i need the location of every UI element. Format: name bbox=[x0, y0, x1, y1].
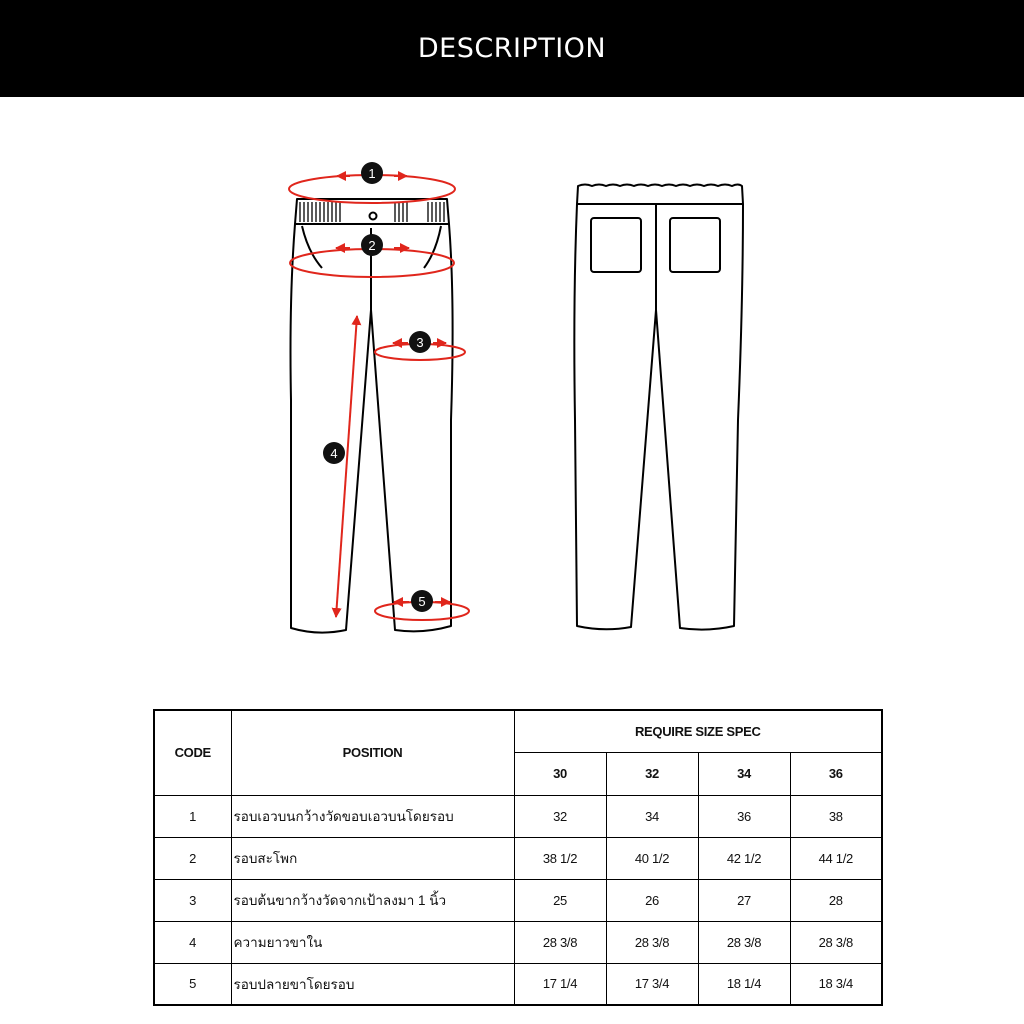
svg-text:5: 5 bbox=[418, 594, 426, 609]
row-value: 32 bbox=[514, 795, 606, 837]
row-value: 18 1/4 bbox=[698, 963, 790, 1005]
row-value: 28 3/8 bbox=[514, 921, 606, 963]
row-position: รอบปลายขาโดยรอบ bbox=[231, 963, 514, 1005]
svg-text:3: 3 bbox=[416, 335, 424, 350]
pants-diagram bbox=[0, 97, 1024, 697]
table-row bbox=[154, 879, 882, 921]
row-value: 36 bbox=[698, 795, 790, 837]
row-position: รอบเอวบนกว้างวัดขอบเอวบนโดยรอบ bbox=[231, 795, 514, 837]
table-row bbox=[154, 963, 882, 1005]
row-code: 5 bbox=[154, 963, 231, 1005]
marker-5 bbox=[411, 590, 433, 612]
row-value: 44 1/2 bbox=[790, 837, 882, 879]
marker-3 bbox=[409, 331, 431, 353]
front-pants-drawing bbox=[291, 199, 453, 633]
table-row bbox=[154, 921, 882, 963]
position-header: POSITION bbox=[231, 710, 514, 795]
size-spec-table bbox=[153, 709, 883, 1006]
marker-1 bbox=[361, 162, 383, 184]
row-code: 1 bbox=[154, 795, 231, 837]
row-value: 18 3/4 bbox=[790, 963, 882, 1005]
row-value: 28 bbox=[790, 879, 882, 921]
size-header: 32 bbox=[606, 752, 698, 795]
row-code: 3 bbox=[154, 879, 231, 921]
row-value: 28 3/8 bbox=[606, 921, 698, 963]
page-title: DESCRIPTION bbox=[417, 33, 607, 64]
row-value: 27 bbox=[698, 879, 790, 921]
row-value: 25 bbox=[514, 879, 606, 921]
row-value: 38 bbox=[790, 795, 882, 837]
row-position: ความยาวขาใน bbox=[231, 921, 514, 963]
row-position: รอบต้นขากว้างวัดจากเป้าลงมา 1 นิ้ว bbox=[231, 879, 514, 921]
svg-text:1: 1 bbox=[368, 166, 376, 181]
row-position: รอบสะโพก bbox=[231, 837, 514, 879]
row-value: 38 1/2 bbox=[514, 837, 606, 879]
row-value: 34 bbox=[606, 795, 698, 837]
row-value: 28 3/8 bbox=[698, 921, 790, 963]
row-value: 17 3/4 bbox=[606, 963, 698, 1005]
row-value: 26 bbox=[606, 879, 698, 921]
back-pants-drawing bbox=[574, 185, 743, 630]
svg-text:4: 4 bbox=[330, 446, 338, 461]
size-header: 34 bbox=[698, 752, 790, 795]
row-code: 4 bbox=[154, 921, 231, 963]
row-value: 17 1/4 bbox=[514, 963, 606, 1005]
marker-2 bbox=[361, 234, 383, 256]
row-value: 42 1/2 bbox=[698, 837, 790, 879]
row-value: 28 3/8 bbox=[790, 921, 882, 963]
size-header: 36 bbox=[790, 752, 882, 795]
svg-text:2: 2 bbox=[368, 238, 376, 253]
marker-4 bbox=[323, 442, 345, 464]
header-bar bbox=[0, 0, 1024, 97]
size-header: 30 bbox=[514, 752, 606, 795]
spec-header: REQUIRE SIZE SPEC bbox=[514, 710, 882, 752]
table-header-row bbox=[154, 710, 882, 752]
row-code: 2 bbox=[154, 837, 231, 879]
table-row bbox=[154, 837, 882, 879]
code-header: CODE bbox=[154, 710, 231, 795]
row-value: 40 1/2 bbox=[606, 837, 698, 879]
table-row bbox=[154, 795, 882, 837]
